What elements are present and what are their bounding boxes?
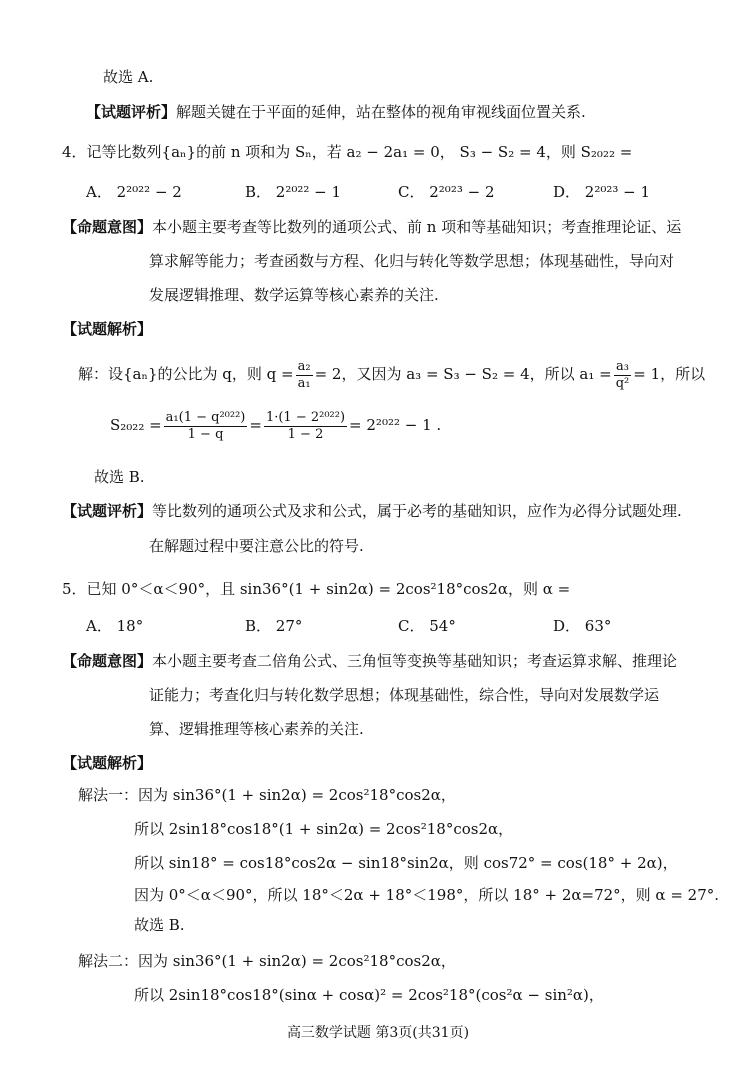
q4-sum-formula: S₂₀₂₂ = $\frac{\text{a₁(1 − q²⁰²²)}}{1 - q}$ = $\frac{\text{1·(1 − 2²⁰²²)}}{1 - 2}$ = 2²⁰²² − 1 . — [110, 409, 442, 442]
q5-method2-line2: 所以 2sin18°cos18°(sinα + cosα)² = 2cos²18°(cos²α − sin²α)， — [134, 986, 604, 1004]
q5-intent-tag: 【命题意图】 — [62, 652, 153, 670]
q5-method1-choose: 故选 B. — [134, 916, 185, 934]
q4-intent-tag: 【命题意图】 — [62, 218, 153, 236]
q3-choose: 故选 A. — [103, 68, 154, 86]
q3-review-text: 解题关键在于平面的延伸，站在整体的视角审视线面位置关系. — [176, 103, 586, 121]
q3-review-tag: 【试题评析】 — [86, 103, 177, 121]
q5-method1-line1: 解法一：因为 sin36°(1 + sin2α) = 2cos²18°cos2α， — [78, 786, 456, 804]
q5-choice-a: A． 18° — [86, 617, 144, 635]
q4-choice-d: D． 2²⁰²³ − 1 — [553, 183, 651, 201]
q4-choice-a: A． 2²⁰²² − 2 — [86, 183, 182, 201]
fraction: $\frac{\text{a₁(1 − q²⁰²²)}}{1 - q}$ — [165, 409, 246, 442]
q5-intent-3: 算、逻辑推理等核心素养的关注. — [149, 720, 364, 738]
q5-choice-b: B． 27° — [245, 617, 303, 635]
q5-stem: 5．已知 0°＜α＜90°，且 sin36°(1 + sin2α) = 2cos²18°cos2α，则 α = — [62, 580, 571, 598]
fraction: $\frac{\text{a₃}}{\text{q²}}$ — [615, 358, 630, 391]
q4-solution-1: 解：设{aₙ}的公比为 q，则 q = $\frac{\text{a₂}}{\text{a₁}}$ = 2，又因为 a₃ = S₃ − S₂ = 4，所以 a₁ = $\frac{\text{a₃}}{\text{q²}}$ = 1，所以 — [78, 358, 706, 391]
q4-review-2: 在解题过程中要注意公比的符号. — [149, 537, 364, 555]
q4-intent-2: 算求解等能力；考查函数与方程、化归与转化等数学思想；体现基础性，导向对 — [149, 252, 675, 270]
q5-intent-1: 【命题意图】本小题主要考查二倍角公式、三角恒等变换等基础知识；考查运算求解、推理论 — [62, 652, 678, 670]
q5-method1-line4: 因为 0°＜α＜90°，所以 18°＜2α + 18°＜198°，所以 18° + 2α=72°，则 α = 27°. — [134, 886, 720, 904]
q4-review-1: 【试题评析】等比数列的通项公式及求和公式，属于必考的基础知识，应作为必得分试题处理. — [62, 502, 682, 520]
q4-choose: 故选 B. — [94, 468, 145, 486]
q5-method2-line1: 解法二：因为 sin36°(1 + sin2α) = 2cos²18°cos2α， — [78, 952, 456, 970]
q4-review-tag: 【试题评析】 — [62, 502, 153, 520]
q5-intent-2: 证能力；考查化归与转化数学思想；体现基础性，综合性，导向对发展数学运 — [149, 686, 660, 704]
fraction: $\frac{\text{1·(1 − 2²⁰²²)}}{1 - 2}$ — [265, 409, 346, 442]
q4-stem: 4．记等比数列{aₙ}的前 n 项和为 Sₙ，若 a₂ − 2a₁ = 0， S₃ − S₂ = 4，则 S₂₀₂₂ = — [62, 143, 633, 161]
q4-analysis-tag: 【试题解析】 — [62, 320, 153, 338]
q5-method1-line2: 所以 2sin18°cos18°(1 + sin2α) = 2cos²18°cos2α， — [134, 820, 514, 838]
q4-intent-3: 发展逻辑推理、数学运算等核心素养的关注. — [149, 286, 439, 304]
fraction: $\frac{\text{a₂}}{\text{a₁}}$ — [297, 358, 311, 391]
q5-choice-d: D． 63° — [553, 617, 612, 635]
q5-method1-line3: 所以 sin18° = cos18°cos2α − sin18°sin2α，则 cos72° = cos(18° + 2α)， — [134, 854, 678, 872]
q4-choice-c: C． 2²⁰²³ − 2 — [398, 183, 495, 201]
q5-analysis-tag: 【试题解析】 — [62, 754, 153, 772]
page-footer: 高三数学试题 第3页(共31页) — [286, 1025, 470, 1041]
q5-choice-c: C． 54° — [398, 617, 456, 635]
q4-choice-b: B． 2²⁰²² − 1 — [245, 183, 342, 201]
q4-intent-1: 【命题意图】本小题主要考查等比数列的通项公式、前 n 项和等基础知识；考查推理论证、运 — [62, 218, 682, 236]
q3-review — [86, 101, 586, 123]
